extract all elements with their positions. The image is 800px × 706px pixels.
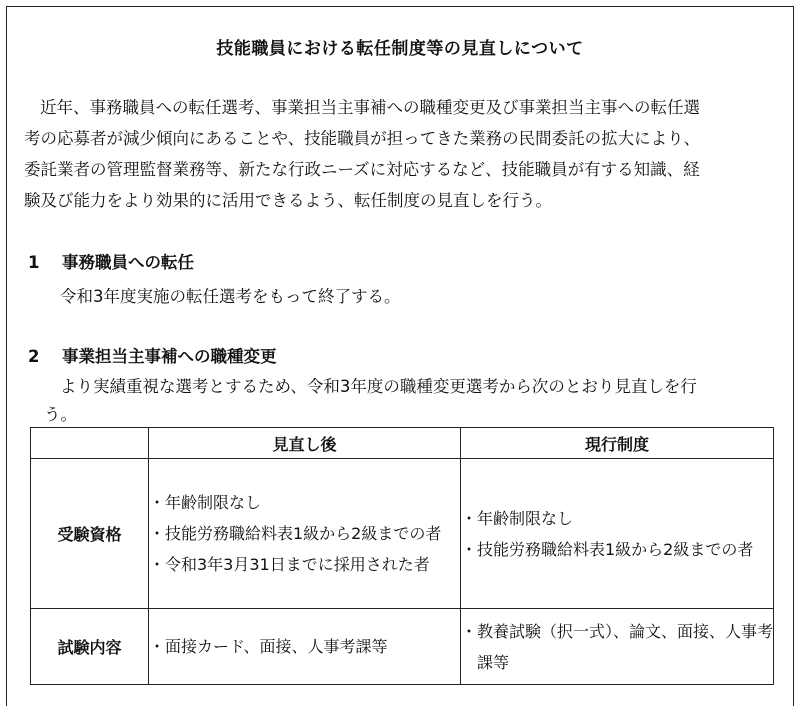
document-title: 技能職員における転任制度等の見直しについて (216, 39, 584, 59)
section-1-title: 事務職員への転任 (62, 253, 194, 272)
comparison-table (30, 427, 774, 685)
bullet-icon: ・ (461, 508, 478, 528)
intro-paragraph (24, 92, 784, 216)
bullet-icon: ・ (149, 555, 166, 574)
row-label-exam-content: 試験内容 (31, 609, 149, 685)
list-item: ・ 技能労務職給料表1級から2級までの者 (149, 518, 460, 549)
table-header-after: 見直し後 (149, 428, 461, 459)
table-row (31, 609, 774, 685)
section-1-heading (28, 249, 194, 273)
row-label-eligibility: 受験資格 (31, 459, 149, 609)
section-1-number: 1 (28, 253, 40, 272)
intro-line: 近年、事務職員への転任選考、事業担当主事補への職種変更及び事業担当主事への転任選 (40, 98, 700, 117)
section-2-body-line1: より実績重視な選考とするため、令和3年度の職種変更選考から次のとおり見直しを行 (60, 377, 697, 396)
bullet-icon: ・ (149, 493, 166, 512)
exam-current-cell (461, 609, 774, 685)
list-item: ・ 年齢制限なし (461, 503, 773, 534)
list-item: ・ 年齢制限なし (149, 487, 460, 518)
eligibility-after-cell (149, 459, 461, 609)
section-2-title: 事業担当主事補への職種変更 (62, 347, 277, 366)
list-item: ・ 面接カード、面接、人事考課等 (149, 631, 460, 662)
intro-line: 験及び能力をより効果的に活用できるよう、転任制度の見直しを行う。 (24, 191, 552, 210)
section-2-body-line2: う。 (44, 405, 77, 424)
table-row (31, 459, 774, 609)
bullet-icon: ・ (461, 621, 478, 641)
table-header-current: 現行制度 (461, 428, 774, 459)
section-2-heading (28, 343, 277, 367)
exam-after-cell (149, 609, 461, 685)
section-1-body: 令和3年度実施の転任選考をもって終了する。 (60, 287, 401, 306)
list-item: ・ 教養試験（択一式）、論文、面接、人事考課等 (461, 616, 773, 678)
section-2-number: 2 (28, 347, 40, 366)
list-item: ・ 技能労務職給料表1級から2級までの者 (461, 534, 773, 565)
intro-line: 委託業者の管理監督業務等、新たな行政ニーズに対応するなど、技能職員が有する知識、経 (24, 160, 700, 179)
eligibility-current-cell (461, 459, 774, 609)
list-item: ・ 令和3年3月31日までに採用された者 (149, 549, 460, 580)
bullet-icon: ・ (461, 539, 478, 559)
bullet-icon: ・ (149, 524, 166, 543)
table-header-blank (31, 428, 149, 459)
intro-line: 考の応募者が減少傾向にあることや、技能職員が担ってきた業務の民間委託の拡大により、 (24, 129, 701, 148)
table-header-row (31, 428, 774, 459)
bullet-icon: ・ (149, 637, 166, 656)
